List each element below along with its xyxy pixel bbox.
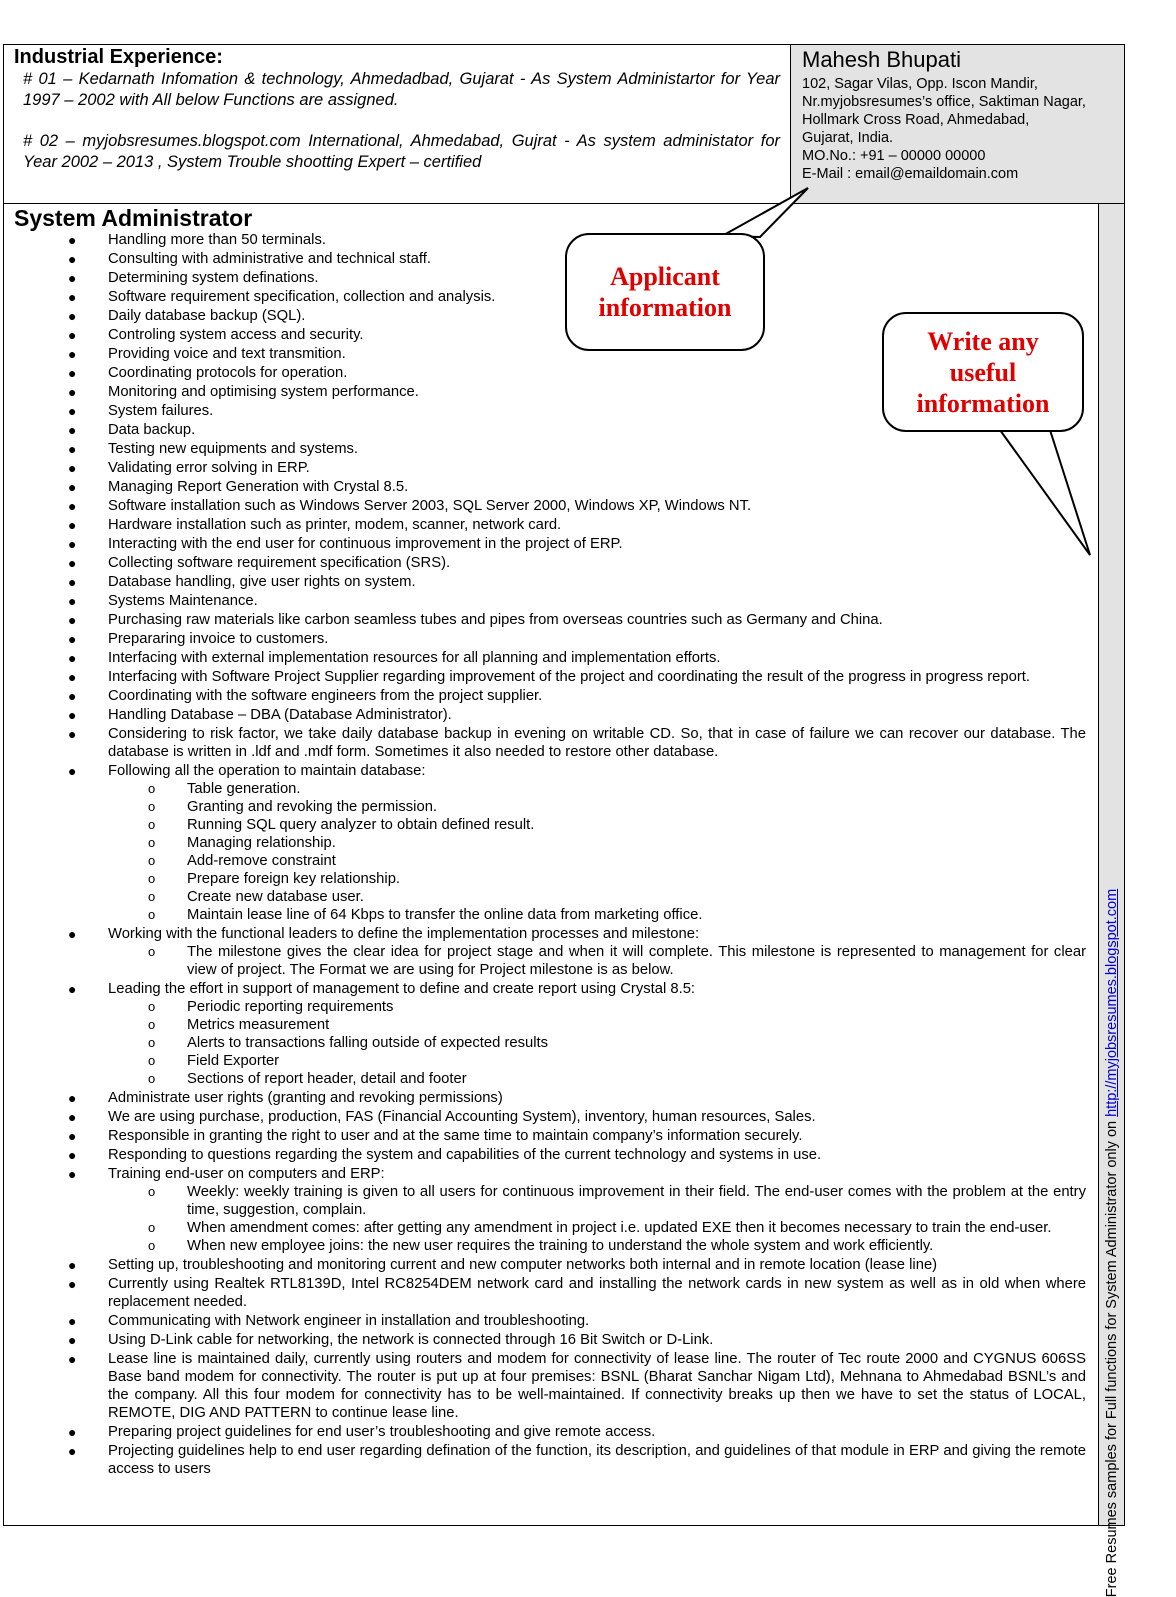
bullet-icon: ● <box>68 232 77 248</box>
address-line: Gujarat, India. <box>802 130 894 146</box>
sub-item-text: Table generation. <box>187 781 301 797</box>
duty-text: Database handling, give user rights on system. <box>108 574 416 590</box>
bullet-icon: ● <box>68 1128 77 1144</box>
applicant-name: Mahesh Bhupati <box>802 47 961 72</box>
duty-text: Following all the operation to maintain database: <box>108 763 426 779</box>
duty-text: Software installation such as Windows Server 2003, SQL Server 2000, Windows XP, Windows NT. <box>108 498 752 514</box>
circle-bullet-icon: o <box>148 1017 156 1032</box>
duty-text: Responding to questions regarding the system and capabilities of the current technology and systems in use. <box>108 1147 822 1163</box>
experience-entry: # 01 – Kedarnath Infomation & technology, Ahmedadbad, Gujarat - As System Administartor for Year 1997 – 2002 with All below Functions are assigned. <box>23 70 780 109</box>
duty-text: Data backup. <box>108 422 196 438</box>
duty-text: Responsible in granting the right to user and at the same time to maintain company’s information securely. <box>108 1128 803 1144</box>
duty-text: Currently using Realtek RTL8139D, Intel RC8254DEM network card and installing the network cards in new system as well as in old when where replacement needed. <box>108 1276 1086 1310</box>
duty-text: Setting up, troubleshooting and monitoring current and new computer networks both internal and in remote location (lease line) <box>108 1257 938 1273</box>
bullet-icon: ● <box>68 1109 77 1125</box>
duty-text: Purchasing raw materials like carbon seamless tubes and pipes from overseas countries such as Germany and China. <box>108 612 883 628</box>
duty-text: Communicating with Network engineer in installation and troubleshooting. <box>108 1313 590 1329</box>
duty-text: Consulting with administrative and technical staff. <box>108 251 431 267</box>
circle-bullet-icon: o <box>148 835 156 850</box>
circle-bullet-icon: o <box>148 853 156 868</box>
bullet-icon: ● <box>68 1276 77 1292</box>
address-line: Nr.myjobsresumes’s office, Saktiman Nagar, <box>802 94 1086 110</box>
duty-text: Systems Maintenance. <box>108 593 258 609</box>
circle-bullet-icon: o <box>148 781 156 796</box>
experience-entry: # 02 – myjobsresumes.blogspot.com International, Ahmedabad, Gujrat - As system administator for Year 2002 – 2013 , System Trouble shootting Expert – certified <box>23 132 780 171</box>
sidebar-text: Free Resumes samples for Full functions for System Administrator only on <box>1103 1116 1120 1597</box>
bullet-icon: ● <box>68 289 77 305</box>
mobile-number: MO.No.: +91 – 00000 00000 <box>802 148 986 164</box>
bullet-icon: ● <box>68 441 77 457</box>
bullet-icon: ● <box>68 1332 77 1348</box>
bullet-icon: ● <box>68 574 77 590</box>
bullet-icon: ● <box>68 1166 77 1182</box>
duty-text: Projecting guidelines help to end user regarding defination of the function, its description, and guidelines of that module in ERP and giving the remote access to users <box>108 1443 1086 1477</box>
bullet-icon: ● <box>68 707 77 723</box>
sub-item-text: Managing relationship. <box>187 835 336 851</box>
bullet-icon: ● <box>68 270 77 286</box>
duty-text: Prepararing invoice to customers. <box>108 631 329 647</box>
duty-text: Coordinating with the software engineers from the project supplier. <box>108 688 543 704</box>
circle-bullet-icon: o <box>148 889 156 904</box>
bullet-icon: ● <box>68 422 77 438</box>
address-line: 102, Sagar Vilas, Opp. Iscon Mandir, <box>802 76 1038 92</box>
duty-text: System failures. <box>108 403 214 419</box>
bullet-icon: ● <box>68 1351 77 1367</box>
sub-item-text: Sections of report header, detail and footer <box>187 1071 467 1087</box>
sub-item-text: Alerts to transactions falling outside of expected results <box>187 1035 549 1051</box>
bullet-icon: ● <box>68 384 77 400</box>
bullet-icon: ● <box>68 1257 77 1273</box>
duty-text: Interfacing with Software Project Supplier regarding improvement of the project and coordinating the result of the progress in progress report. <box>108 669 1031 685</box>
bullet-icon: ● <box>68 593 77 609</box>
bullet-icon: ● <box>68 346 77 362</box>
email-address: E-Mail : email@emaildomain.com <box>802 166 1019 182</box>
duty-text: Interacting with the end user for continuous improvement in the project of ERP. <box>108 536 623 552</box>
bullet-icon: ● <box>68 327 77 343</box>
duty-text: Lease line is maintained daily, currently using routers and modem for connectivity of lease line. The router of Tec route 2000 and CYGNUS 606SS Base band modem for connectivity. The router is put up at four premises: BSNL (Bharat Sanchar Nigam Ltd), Mehnana to Ahmedabad BSNL’s and the company. All this four modem for connectivity has to be well-maintained. If connectivity breaks up then we have to set the status of LOCAL, REMOTE, DIG AND PATTERN to continue lease line. <box>108 1351 1086 1421</box>
circle-bullet-icon: o <box>148 1053 156 1068</box>
bullet-icon: ● <box>68 460 77 476</box>
sub-item-text: Periodic reporting requirements <box>187 999 394 1015</box>
duty-text: Validating error solving in ERP. <box>108 460 310 476</box>
bullet-icon: ● <box>68 1424 77 1440</box>
sub-item-text: Prepare foreign key relationship. <box>187 871 401 887</box>
duty-text: Training end-user on computers and ERP: <box>108 1166 385 1182</box>
sub-item-text: When new employee joins: the new user requires the training to understand the whole system and work efficiently. <box>187 1238 934 1254</box>
duty-text: Handling more than 50 terminals. <box>108 232 326 248</box>
bullet-icon: ● <box>68 688 77 704</box>
circle-bullet-icon: o <box>148 799 156 814</box>
bullet-icon: ● <box>68 536 77 552</box>
duty-text: Administrate user rights (granting and revoking permissions) <box>108 1090 503 1106</box>
bullet-icon: ● <box>68 926 77 942</box>
bullet-icon: ● <box>68 403 77 419</box>
circle-bullet-icon: o <box>148 1071 156 1086</box>
bullet-icon: ● <box>68 1443 77 1459</box>
bullet-icon: ● <box>68 612 77 628</box>
sub-item-text: Metrics measurement <box>187 1017 330 1033</box>
bullet-icon: ● <box>68 1090 77 1106</box>
sub-item-text: Maintain lease line of 64 Kbps to transfer the online data from marketing office. <box>187 907 703 923</box>
circle-bullet-icon: o <box>148 999 156 1014</box>
applicant-callout-text: Applicant information <box>598 262 732 322</box>
bullet-icon: ● <box>68 1147 77 1163</box>
duty-text: Using D-Link cable for networking, the network is connected through 16 Bit Switch or D-Link. <box>108 1332 714 1348</box>
bullet-icon: ● <box>68 1313 77 1329</box>
bullet-icon: ● <box>68 726 77 742</box>
sub-item-text: When amendment comes: after getting any amendment in project i.e. updated EXE then it becomes necessary to train the end-user. <box>187 1220 1052 1236</box>
duty-text: Controling system access and security. <box>108 327 364 343</box>
bullet-icon: ● <box>68 981 77 997</box>
applicant-callout-tail <box>722 188 808 237</box>
sub-item-text: The milestone gives the clear idea for project stage and when it will complete. This milestone is represented to management for clear view of project. The Format we are using for Project milestone is as below. <box>187 944 1086 978</box>
sub-item-text: Create new database user. <box>187 889 364 905</box>
experience-heading: Industrial Experience: <box>14 46 223 68</box>
duty-text: We are using purchase, production, FAS (Financial Accounting System), inventory, human resources, Sales. <box>108 1109 816 1125</box>
bullet-icon: ● <box>68 555 77 571</box>
bullet-icon: ● <box>68 251 77 267</box>
circle-bullet-icon: o <box>148 944 156 959</box>
sub-item-text: Running SQL query analyzer to obtain defined result. <box>187 817 535 833</box>
section-title: System Administrator <box>14 205 253 231</box>
sub-item-text: Field Exporter <box>187 1053 280 1069</box>
duty-text: Monitoring and optimising system performance. <box>108 384 419 400</box>
bullet-icon: ● <box>68 479 77 495</box>
duty-text: Working with the functional leaders to define the implementation processes and milestone: <box>108 926 700 942</box>
circle-bullet-icon: o <box>148 1184 156 1199</box>
blog-link[interactable]: http://myjobsresumes.blogspot.com <box>1103 888 1120 1117</box>
useful-callout-tail <box>1000 430 1090 555</box>
duty-text: Leading the effort in support of management to define and create report using Crystal 8.5: <box>108 981 696 997</box>
duty-text: Handling Database – DBA (Database Administrator). <box>108 707 452 723</box>
bullet-icon: ● <box>68 517 77 533</box>
duty-text: Coordinating protocols for operation. <box>108 365 348 381</box>
circle-bullet-icon: o <box>148 1238 156 1253</box>
address-line: Hollmark Cross Road, Ahmedabad, <box>802 112 1030 128</box>
bullet-icon: ● <box>68 669 77 685</box>
circle-bullet-icon: o <box>148 871 156 886</box>
duty-text: Managing Report Generation with Crystal 8.5. <box>108 479 409 495</box>
duty-text: Interfacing with external implementation resources for all planning and implementation efforts. <box>108 650 721 666</box>
bullet-icon: ● <box>68 763 77 779</box>
applicant-callout <box>565 233 765 351</box>
useful-callout-text: Write any useful information <box>916 326 1050 418</box>
useful-info-callout <box>882 312 1084 432</box>
circle-bullet-icon: o <box>148 907 156 922</box>
bullet-icon: ● <box>68 631 77 647</box>
duty-text: Collecting software requirement specification (SRS). <box>108 555 451 571</box>
duty-text: Hardware installation such as printer, modem, scanner, network card. <box>108 517 562 533</box>
circle-bullet-icon: o <box>148 1035 156 1050</box>
duty-text: Preparing project guidelines for end user’s troubleshooting and give remote access. <box>108 1424 656 1440</box>
duty-text: Software requirement specification, collection and analysis. <box>108 289 496 305</box>
sub-item-text: Weekly: weekly training is given to all users for continuous improvement in their field. The end-user comes with the problem at the entry time, suggestion, complain. <box>187 1184 1086 1218</box>
bullet-icon: ● <box>68 498 77 514</box>
bullet-icon: ● <box>68 650 77 666</box>
circle-bullet-icon: o <box>148 817 156 832</box>
duty-text: Testing new equipments and systems. <box>108 441 359 457</box>
sub-item-text: Granting and revoking the permission. <box>187 799 438 815</box>
duty-text: Daily database backup (SQL). <box>108 308 306 324</box>
duty-text: Considering to risk factor, we take daily database backup in evening on writable CD. So, that in case of failure we can recover our database. The database is written in .ldf and .mdf form. Sometimes it also needed to restore other database. <box>108 726 1086 760</box>
bullet-icon: ● <box>68 365 77 381</box>
sub-item-text: Add-remove constraint <box>187 853 336 869</box>
duty-text: Providing voice and text transmition. <box>108 346 346 362</box>
circle-bullet-icon: o <box>148 1220 156 1235</box>
duty-text: Determining system definations. <box>108 270 319 286</box>
bullet-icon: ● <box>68 308 77 324</box>
